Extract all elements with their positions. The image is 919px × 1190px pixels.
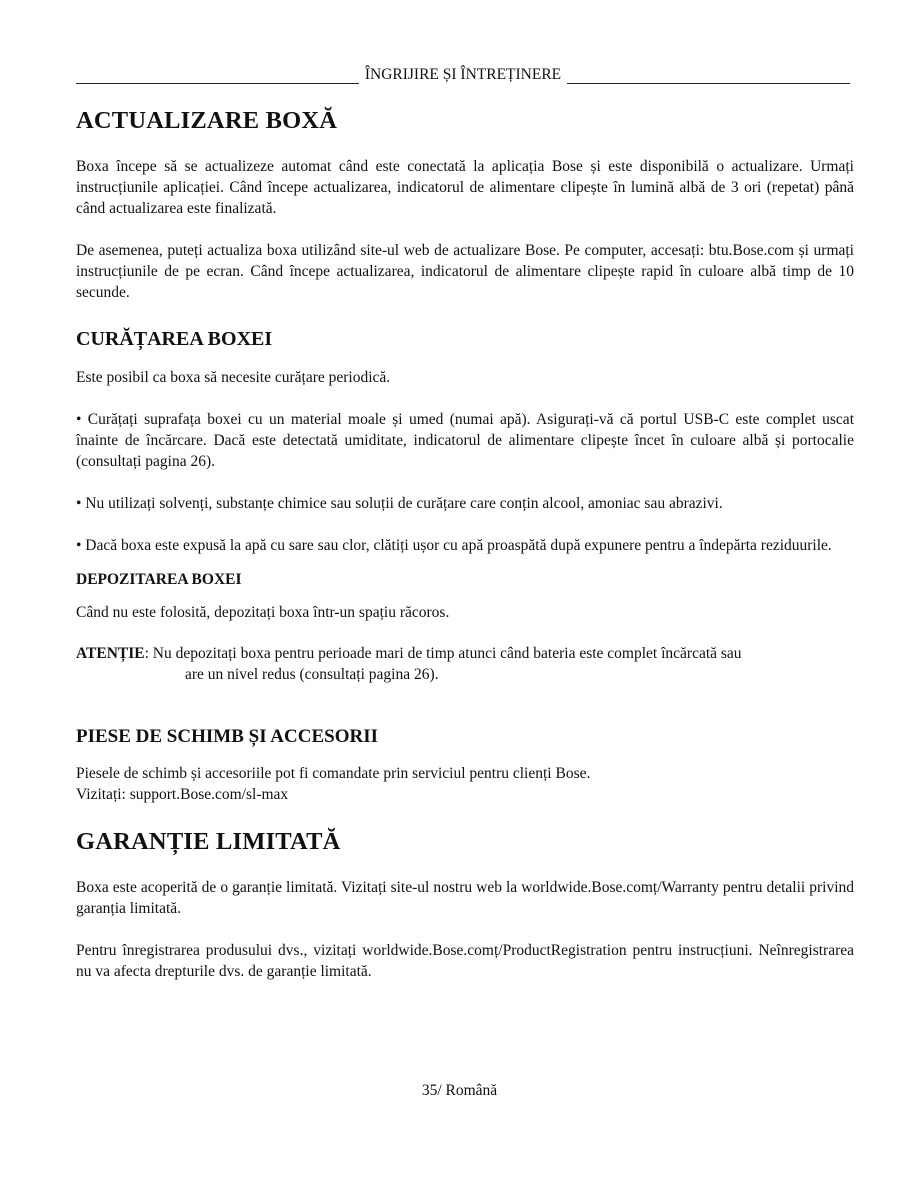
parts-line-2: Vizitați: support.Bose.com/sl-max: [76, 786, 289, 803]
storage-heading: DEPOZITAREA BOXEI: [76, 571, 242, 588]
update-heading: ACTUALIZARE BOXĂ: [76, 107, 338, 134]
header-title: ÎNGRIJIRE ȘI ÎNTREȚINERE: [364, 66, 562, 83]
parts-heading: PIESE DE SCHIMB ȘI ACCESORII: [76, 726, 378, 747]
cleaning-intro: Este posibil ca boxa să necesite curățare periodică.: [76, 369, 391, 386]
warranty-paragraph-2: Pentru înregistrarea produsului dvs., vizitați worldwide.Bose.comț/ProductRegistration pentru instrucțiuni. Neînregistrarea nu va afecta drepturile dvs. de garanție limitată.: [76, 942, 854, 980]
warranty-paragraph-1: Boxa este acoperită de o garanție limitată. Vizitați site-ul nostru web la worldwide.Bose.comț/Warranty pentru detalii privind garanția limitată.: [76, 879, 854, 917]
cleaning-bullet-2: • Nu utilizați solvenți, substanțe chimice sau soluții de curățare care conțin alcool, amoniac sau abrazivi.: [76, 495, 723, 512]
storage-caution: [76, 643, 854, 685]
parts-line-1: Piesele de schimb și accesoriile pot fi comandate prin serviciul pentru clienți Bose.: [76, 765, 591, 782]
cleaning-bullet-1: • Curățați suprafața boxei cu un material moale și umed (numai apă). Asigurați-vă că portul USB-C este complet uscat înainte de încărcare. Dacă este detectată umiditate, indicatorul de alimentare clipește încet în culoare albă și portocalie (consultați pagina 26).: [76, 411, 854, 470]
header-rule-right: [567, 67, 850, 84]
page-content: [76, 106, 854, 982]
running-header: [76, 66, 850, 84]
update-paragraph-2: De asemenea, puteți actualiza boxa utilizând site-ul web de actualizare Bose. Pe computer, accesați: btu.Bose.com și urmați instrucțiunile de pe ecran. Când începe actualizarea, indicatorul de alimentare clipește rapid în culoare albă timp de 10 secunde.: [76, 242, 854, 301]
storage-text: Când nu este folosită, depozitați boxa într-un spațiu răcoros.: [76, 604, 450, 621]
caution-line-1: : Nu depozitați boxa pentru perioade mari de timp atunci când bateria este complet încărcată sau: [144, 645, 742, 662]
header-rule-left: [76, 67, 359, 84]
update-paragraph-1: Boxa începe să se actualizeze automat când este conectată la aplicația Bose și este disponibilă o actualizare. Urmați instrucțiunile aplicației. Când începe actualizarea, indicatorul de alimentare clipește în lumină albă de 3 ori (repetat) până când actualizarea este finalizată.: [76, 158, 854, 217]
page-number: 35/ Română: [421, 1082, 498, 1099]
cleaning-heading: CURĂȚAREA BOXEI: [76, 328, 273, 350]
warranty-heading: GARANȚIE LIMITATĂ: [76, 828, 341, 855]
cleaning-bullet-3: • Dacă boxa este expusă la apă cu sare sau clor, clătiți ușor cu apă proaspătă după expunere pentru a îndepărta reziduurile.: [76, 537, 832, 554]
caution-label: ATENȚIE: [76, 645, 145, 662]
caution-line-2: are un nivel redus (consultați pagina 26).: [185, 666, 439, 683]
